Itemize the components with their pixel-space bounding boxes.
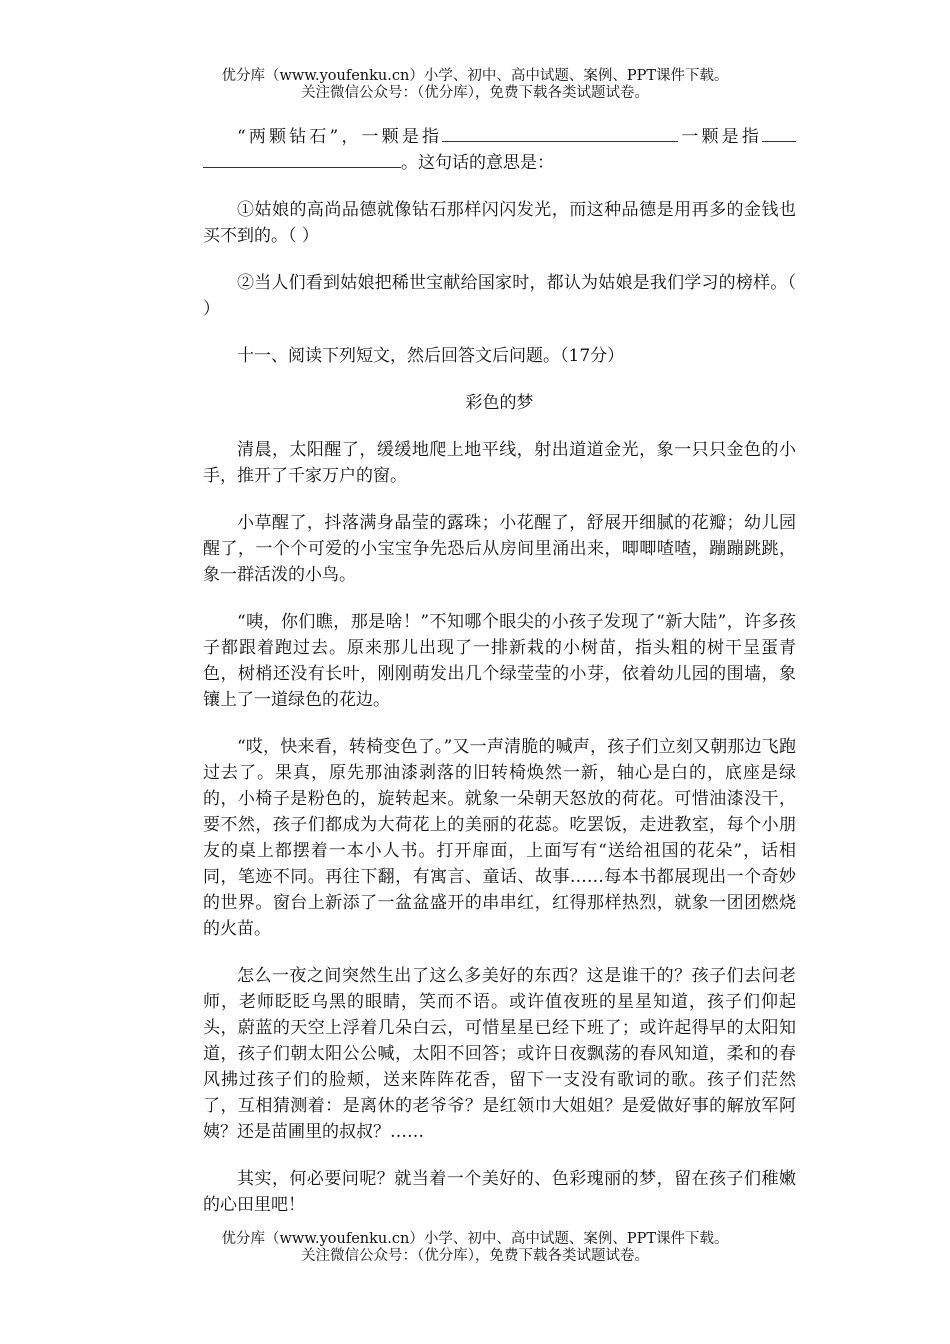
answer-blank-2b[interactable] [203, 152, 401, 168]
question-fill-blank [203, 124, 796, 176]
passage-title: 彩色的梦 [465, 393, 534, 413]
answer-blank-1[interactable] [442, 126, 678, 142]
question-part-2: 一颗是指 [678, 127, 763, 147]
question-option-2: ②当人们看到姑娘把稀世宝献给国家时，都认为姑娘是我们学习的榜样。（ ） [203, 273, 796, 319]
answer-blank-2a[interactable] [762, 126, 796, 142]
page-header [0, 68, 950, 102]
passage-paragraph-1: 清晨，太阳醒了，缓缓地爬上地平线，射出道道金光，象一只只金色的小手，推开了千家万户的窗。 [203, 440, 796, 486]
page-footer [0, 1231, 950, 1265]
header-line-1: 优分库（www.youfenku.cn）小学、初中、高中试题、案例、PPT课件下载。 [221, 68, 729, 84]
question-part-3: 。这句话的意思是： [401, 153, 554, 173]
footer-line-1: 优分库（www.youfenku.cn）小学、初中、高中试题、案例、PPT课件下载。 [221, 1231, 729, 1247]
passage-paragraph-6: 其实，何必要问呢？就当着一个美好的、色彩瑰丽的梦，留在孩子们稚嫩的心田里吧！ [203, 1169, 796, 1215]
document-body [203, 124, 796, 1239]
header-line-2: 关注微信公众号：（优分库），免费下载各类试题试卷。 [301, 85, 649, 101]
passage-paragraph-4: “哎，快来看，转椅变色了。”又一声清脆的喊声，孩子们立刻又朝那边飞跑过去了。果真，原先那油漆剥落的旧转椅焕然一新，轴心是白的，底座是绿的，小椅子是粉色的，旋转起来。就象一朵朝天怒放的荷花。可惜油漆没干，要不然，孩子们都成为大荷花上的美丽的花蕊。吃罢饭，走进教室，每个小朋友的桌上都摆着一本小人书。打开扉面，上面写有“送给祖国的花朵”，话相同，笔迹不同。再往下翻，有寓言、童话、故事……每本书都展现出一个奇妙的世界。窗台上新添了一盆盆盛开的串串红，红得那样热烈，就象一团团燃烧的火苗。 [203, 737, 796, 939]
section-heading: 十一、阅读下列短文，然后回答文后问题。（17分） [237, 346, 625, 366]
question-option-1: ①姑娘的高尚品德就像钻石那样闪闪发光，而这种品德是用再多的金钱也买不到的。（ ） [203, 200, 796, 246]
passage-paragraph-2: 小草醒了，抖落满身晶莹的露珠；小花醒了，舒展开细腻的花瓣；幼儿园醒了，一个个可爱的小宝宝争先恐后从房间里涌出来，唧唧喳喳，蹦蹦跳跳，象一群活泼的小鸟。 [203, 513, 796, 585]
passage-paragraph-3: “咦，你们瞧，那是啥！”不知哪个眼尖的小孩子发现了“新大陆”，许多孩子都跟着跑过去。原来那儿出现了一排新栽的小树苗，指头粗的树干呈蛋青色，树梢还没有长叶，刚刚萌发出几个绿莹莹的小芽，依着幼儿园的围墙，象镶上了一道绿色的花边。 [203, 612, 796, 710]
question-part-1: “两颗钻石”，一颗是指 [237, 127, 443, 147]
passage-paragraph-5: 怎么一夜之间突然生出了这么多美好的东西？这是谁干的？孩子们去问老师，老师眨眨乌黑的眼睛，笑而不语。或许值夜班的星星知道，孩子们仰起头，蔚蓝的天空上浮着几朵白云，可惜星星已经下班了；或许起得早的太阳知道，孩子们朝太阳公公喊，太阳不回答；或许日夜飘荡的春风知道，柔和的春风拂过孩子们的脸颊，送来阵阵花香，留下一支没有歌词的歌。孩子们茫然了，互相猜测着：是离休的老爷爷？是红领巾大姐姐？是爱做好事的解放军阿姨？还是苗圃里的叔叔？…… [203, 966, 796, 1142]
footer-line-2: 关注微信公众号：（优分库），免费下载各类试题试卷。 [301, 1248, 649, 1264]
